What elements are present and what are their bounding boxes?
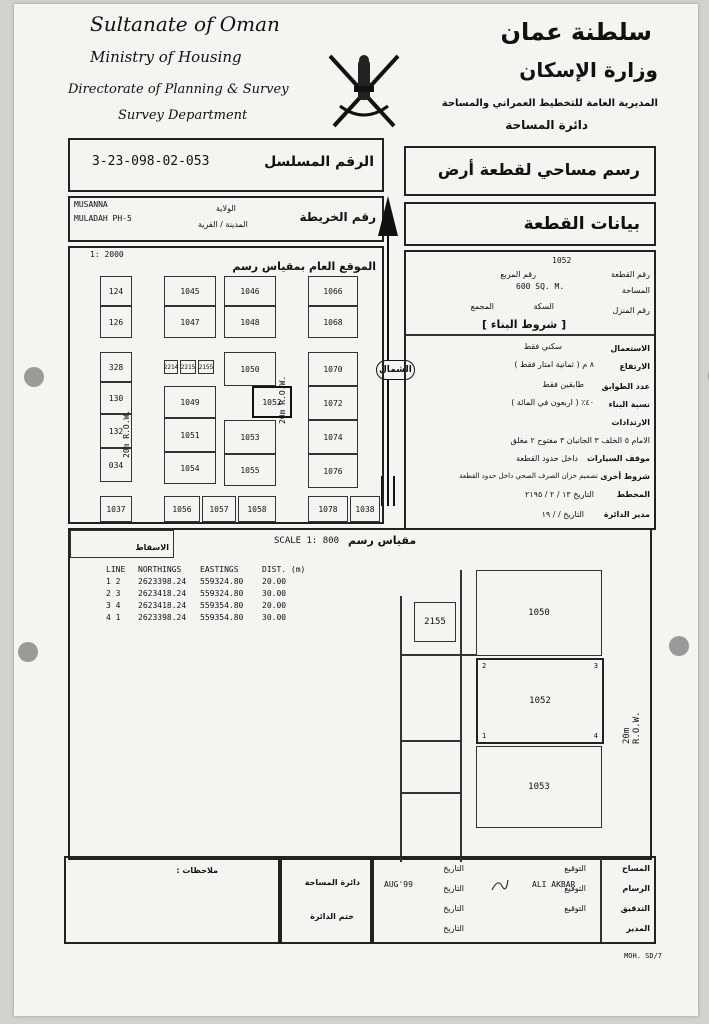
lot-1046: 1046 <box>224 276 276 306</box>
lot-1076: 1076 <box>308 454 358 488</box>
notes-label: ملاحظات : <box>176 866 218 875</box>
lot-2215: 2215 <box>180 360 196 374</box>
boundary-line <box>400 654 476 656</box>
lot-1038: 1038 <box>350 496 380 522</box>
setbacks-label: الارتدادات <box>611 418 650 427</box>
oman-emblem-icon <box>320 46 408 134</box>
lot-1049: 1049 <box>164 386 216 418</box>
plot-section-box <box>404 202 656 246</box>
signature-mark-icon <box>490 876 510 894</box>
title-box <box>404 146 656 196</box>
map-ref-box <box>68 196 384 242</box>
detail-map-title: مقياس رسم <box>348 534 417 547</box>
sign-label: التوقيع <box>564 864 586 873</box>
header-ar-line4: دائرة المساحة <box>505 118 588 132</box>
lot-1037: 1037 <box>100 496 132 522</box>
header-en-line3: Directorate of Planning & Survey <box>68 82 289 97</box>
setbacks-value: الامام ٥ الخلف ٣ الجانبان ٣ مفتوح ٢ مغلق <box>510 436 650 445</box>
lot-1050-detail <box>476 570 602 656</box>
header-ar-line2: وزارة الإسكان <box>519 58 658 82</box>
lot-2214: 2214 <box>164 360 178 374</box>
height-value: ٨ م ( ثمانية امتار فقط ) <box>514 360 594 369</box>
lot-034: 034 <box>100 448 132 482</box>
plan-date: التاريخ ١٣ / ٢ / ٢١٩٥ <box>525 490 594 499</box>
map-ref-label: رقم الخريطة <box>299 210 376 224</box>
plot-no-label: رقم القطعة <box>611 270 650 279</box>
use-value: سكني فقط <box>523 342 562 351</box>
location-map-title: الموقع العام بمقياس رسم <box>232 260 376 273</box>
coord-row: 1 2 2623398.24 559324.80 20.00 <box>106 577 287 586</box>
area-value: 600 SQ. M. <box>516 282 565 291</box>
date-label: التاريخ <box>443 924 464 933</box>
street-label: السكة <box>533 302 554 311</box>
village-label: المدينة / القرية <box>198 220 248 229</box>
lot-1058: 1058 <box>238 496 276 522</box>
lot-1050-detail-label: 1050 <box>528 608 550 618</box>
lot-1045: 1045 <box>164 276 216 306</box>
north-label: الشمال <box>376 360 415 380</box>
date-label: التاريخ <box>443 864 464 873</box>
drafter-date: AUG'99 <box>384 880 413 889</box>
plan-label: المخطط <box>616 490 650 499</box>
header-ar-line3: المديرية العامة للتخطيط العمراني والمساحة <box>441 98 658 109</box>
lot-1078: 1078 <box>308 496 348 522</box>
wilayat-value: MUSANNA <box>74 200 108 209</box>
lot-1074: 1074 <box>308 420 358 454</box>
punch-hole <box>24 367 44 387</box>
director-label: المدير <box>626 924 650 933</box>
lot-1072: 1072 <box>308 386 358 420</box>
drafter-label: الرسام <box>622 884 650 893</box>
boundary-line <box>400 596 402 862</box>
punch-hole <box>669 636 689 656</box>
coord-table-header: LINE NORTHINGS EASTINGS DIST. (m) <box>106 565 306 574</box>
lot-130: 130 <box>100 382 132 414</box>
lot-2155-detail-label: 2155 <box>424 617 446 627</box>
lot-1051: 1051 <box>164 418 216 452</box>
boundary-line <box>460 570 462 862</box>
building-title: [ شروط البناء ] <box>482 318 567 331</box>
lot-1057: 1057 <box>202 496 236 522</box>
manager-date: التاريخ / / ١٩ <box>541 510 584 519</box>
boundary-line <box>400 792 460 794</box>
header-en-line2: Ministry of Housing <box>90 48 242 66</box>
lot-1053-detail <box>476 746 602 828</box>
location-map-row-label: 20m R.O.W. <box>122 409 131 458</box>
signoff-divider <box>600 858 602 942</box>
floors-label: عدد الطوابق <box>601 382 650 391</box>
header-ar-line1: سلطنة عمان <box>500 18 652 46</box>
house-label: رقم المنزل <box>612 306 650 315</box>
other-value: تصميم خزان الصرف الصحي داخل حدود القطعة <box>459 472 598 480</box>
lot-1052-detail <box>476 658 604 744</box>
complex-label: المجمع <box>470 302 494 311</box>
divider <box>406 334 654 336</box>
detail-map-scale: SCALE 1: 800 <box>274 536 340 546</box>
other-label: شروط أخرى <box>600 472 650 481</box>
parking-label: موقف السيارات <box>586 454 650 463</box>
lot-1066: 1066 <box>308 276 358 306</box>
corner-3: 3 <box>593 662 598 670</box>
lot-1055: 1055 <box>224 454 276 486</box>
corner-4: 4 <box>593 732 598 740</box>
plot-data-box <box>404 250 656 530</box>
use-label: الاستعمال <box>610 344 650 353</box>
coord-table <box>106 564 322 624</box>
surveyor-label: المساح <box>621 864 650 873</box>
lot-132: 132 <box>100 414 132 448</box>
sign-label: التوقيع <box>564 884 586 893</box>
village-value: MULADAH PH-5 <box>74 214 132 223</box>
ratio-value: ٤٠٪ ( اربعون في المائة ) <box>511 398 594 407</box>
lot-1048: 1048 <box>224 306 276 338</box>
date-label: التاريخ <box>443 904 464 913</box>
lot-2155-detail <box>414 602 456 642</box>
survey-sheet <box>14 4 698 1016</box>
drafter-name: ALI AKBAR <box>532 880 576 889</box>
dept-label: دائرة المساحة <box>304 878 360 887</box>
lot-126: 126 <box>100 306 132 338</box>
detail-row-label: 20m R.O.W. <box>622 711 642 744</box>
projection-box <box>70 530 174 558</box>
ratio-label: نسبة البناء <box>608 400 650 409</box>
manager-label: مدير الدائرة <box>603 510 650 519</box>
parking-value: داخل حدود القطعة <box>516 454 578 463</box>
lot-1047: 1047 <box>164 306 216 338</box>
lot-1054: 1054 <box>164 452 216 484</box>
lot-1052-highlight: 1052 <box>252 386 292 418</box>
checker-label: التدقيق <box>620 904 650 913</box>
area-label: المساحة <box>621 286 650 295</box>
lot-1056: 1056 <box>164 496 200 522</box>
date-label: التاريخ <box>443 884 464 893</box>
coord-row: 2 3 2623418.24 559324.80 30.00 <box>106 589 287 598</box>
lot-1068: 1068 <box>308 306 358 338</box>
location-map-scale: 1: 2000 <box>90 250 124 259</box>
lot-1053-detail-label: 1053 <box>528 782 550 792</box>
punch-hole <box>18 642 38 662</box>
corner-2: 2 <box>482 662 487 670</box>
corner-1: 1 <box>482 732 487 740</box>
height-label: الارتفاع <box>619 362 650 371</box>
serial-label: الرقم المسلسل <box>264 154 374 170</box>
floors-value: طابقين فقط <box>542 380 584 389</box>
header-en-line1: Sultanate of Oman <box>90 12 280 36</box>
projection-label: الاسقاط <box>135 543 169 552</box>
boundary-line <box>400 740 460 742</box>
seal-label: ختم الدائرة <box>310 912 354 921</box>
lot-1053: 1053 <box>224 420 276 454</box>
plot-no-value: 1052 <box>552 256 572 265</box>
footer-signoff <box>372 856 656 944</box>
lot-124: 124 <box>100 276 132 306</box>
serial-box <box>68 138 384 192</box>
lot-1070: 1070 <box>308 352 358 386</box>
footer-dept <box>280 856 372 944</box>
coord-row: 4 1 2623398.24 559354.80 30.00 <box>106 613 287 622</box>
header-en-line4: Survey Department <box>118 108 248 123</box>
serial-value: 3-23-098-02-053 <box>92 154 210 169</box>
lot-1052-detail-label: 1052 <box>529 696 551 706</box>
wilayat-label: الولاية <box>216 204 236 213</box>
lot-1050: 1050 <box>224 352 276 386</box>
plot-section-title: بيانات القطعة <box>523 214 640 234</box>
square-label: رقم المربع <box>500 270 536 279</box>
coord-row: 3 4 2623418.24 559354.80 20.00 <box>106 601 287 610</box>
lot-2155: 2155 <box>198 360 214 374</box>
location-map <box>68 246 384 524</box>
footer-notes <box>64 856 280 944</box>
sign-label: التوقيع <box>564 904 586 913</box>
location-map-row-label-2: 20m R.O.W. <box>278 375 287 424</box>
lot-328: 328 <box>100 352 132 382</box>
form-number: MOH. SD/7 <box>624 952 662 960</box>
page-title: رسم مساحي لقطعة أرض <box>437 160 640 179</box>
detail-map <box>68 528 652 860</box>
